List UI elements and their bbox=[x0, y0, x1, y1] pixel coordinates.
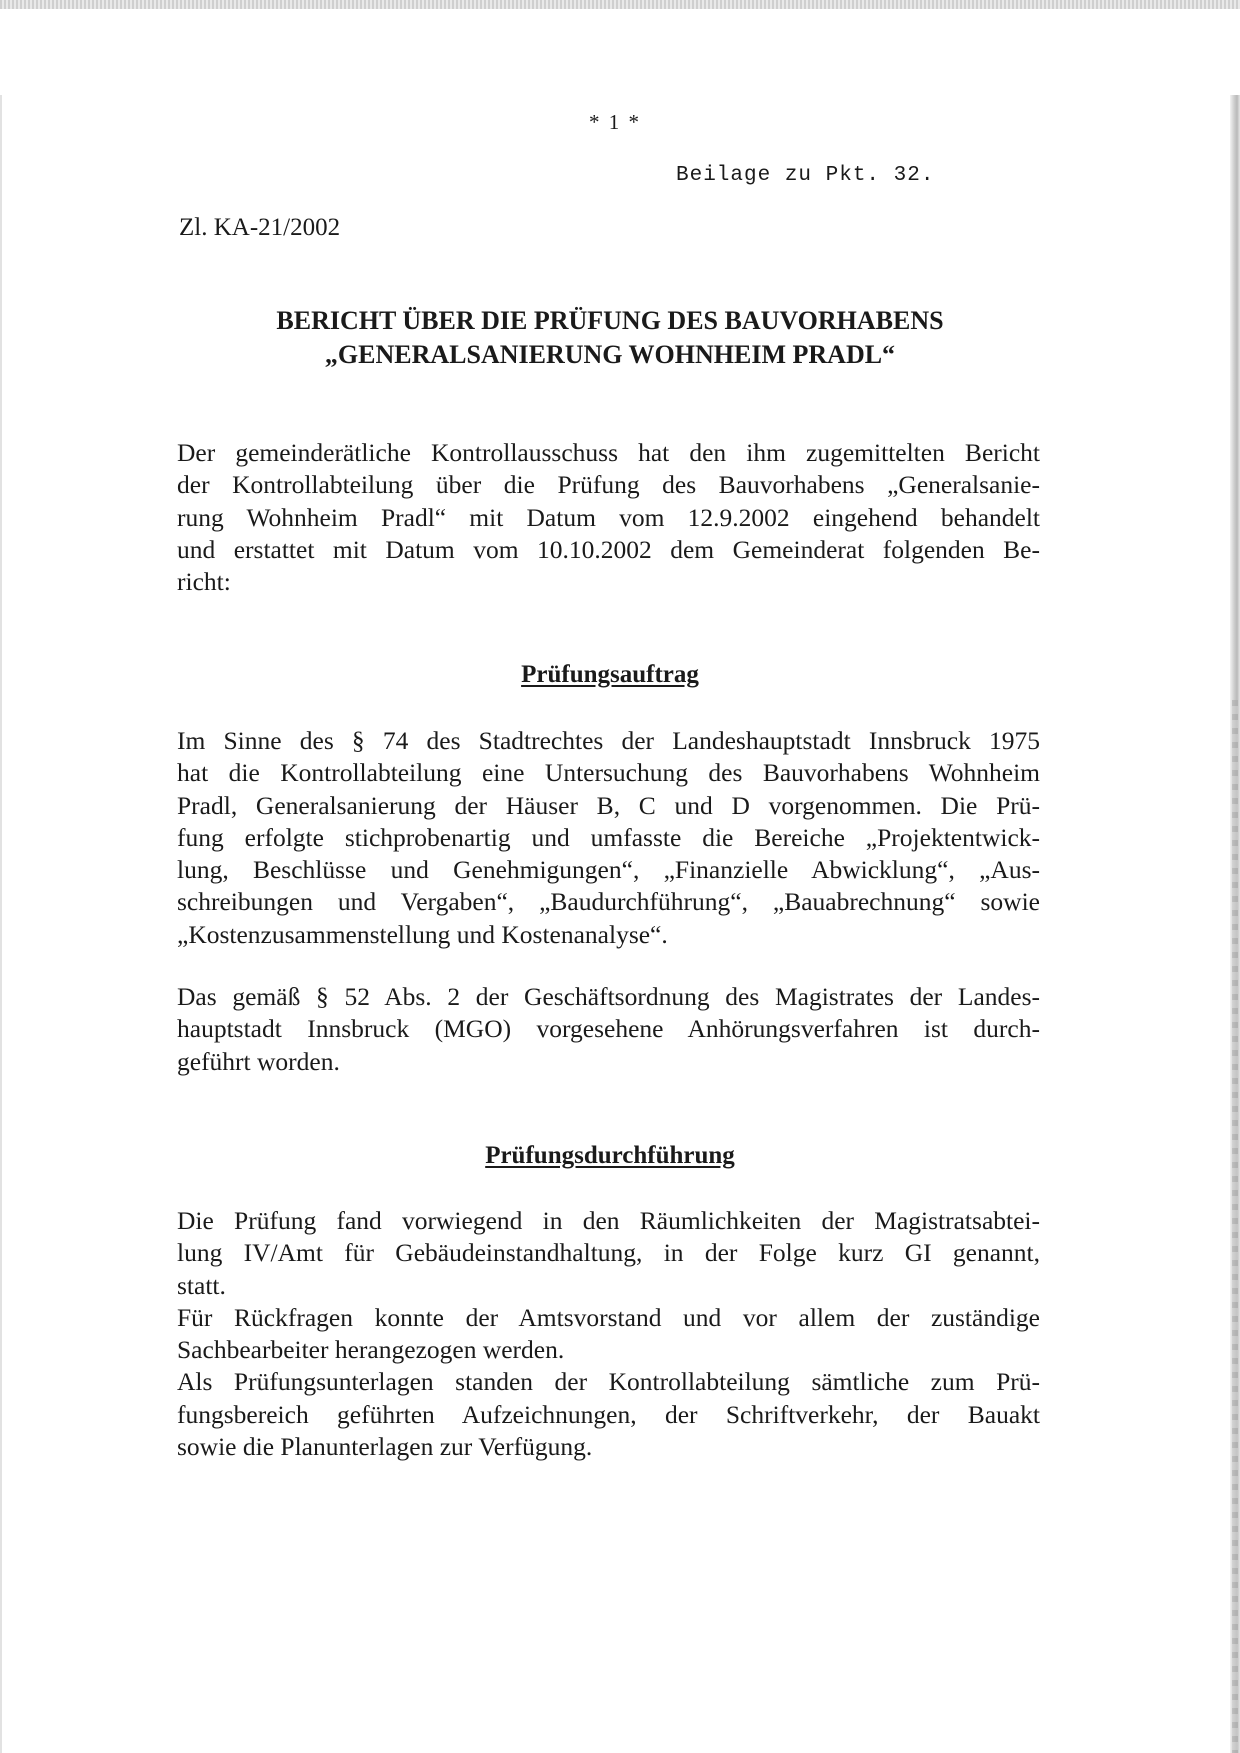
intro-line: und erstattet mit Datum vom 10.10.2002 dem Gemeinderat folgenden Be- bbox=[177, 534, 1040, 564]
paragraph-line: fungsbereich geführten Aufzeichnungen, der Schriftverkehr, der Bauakt bbox=[177, 1399, 1040, 1429]
paragraph-line: schreibungen und Vergaben“, „Baudurchführung“, „Bauabrechnung“ sowie bbox=[177, 887, 1040, 917]
paragraph-line: Die Prüfung fand vorwiegend in den Räumlichkeiten der Magistratsabtei- bbox=[177, 1206, 1040, 1235]
paragraph-line: statt. bbox=[177, 1270, 226, 1300]
paragraph-line: lung IV/Amt für Gebäudeinstandhaltung, in der Folge kurz GI genannt, bbox=[177, 1238, 1040, 1268]
paragraph-line: Für Rückfragen konnte der Amtsvorstand und vor allem der zuständige bbox=[177, 1302, 1040, 1332]
paragraph-line: Als Prüfungsunterlagen standen der Kontrollabteilung sämtliche zum Prü- bbox=[177, 1367, 1040, 1397]
scan-edge-right-shadow bbox=[1232, 700, 1238, 1753]
paragraph-line: Pradl, Generalsanierung der Häuser B, C und D vorgenommen. Die Prü- bbox=[177, 790, 1040, 820]
paragraph-line: Das gemäß § 52 Abs. 2 der Geschäftsordnung des Magistrates der Landes- bbox=[177, 982, 1040, 1011]
paragraph-line: lung, Beschlüsse und Genehmigungen“, „Finanzielle Abwicklung“, „Aus- bbox=[177, 855, 1040, 885]
document-title-line-2: „GENERALSANIERUNG WOHNHEIM PRADL“ bbox=[324, 340, 896, 369]
pruefungsauftrag-paragraph-2 bbox=[177, 981, 1040, 1078]
scan-edge-top bbox=[0, 0, 1240, 9]
intro-paragraph bbox=[177, 437, 1040, 598]
paragraph-line: „Kostenzusammenstellung und Kostenanalyse“. bbox=[177, 919, 668, 949]
attachment-note: Beilage zu Pkt. 32. bbox=[676, 164, 935, 187]
document-title-line-1: BERICHT ÜBER DIE PRÜFUNG DES BAUVORHABENS bbox=[276, 306, 944, 335]
paragraph-line: hauptstadt Innsbruck (MGO) vorgesehene Anhörungsverfahren ist durch- bbox=[177, 1014, 1040, 1044]
page-number: * 1 * bbox=[589, 110, 641, 134]
paragraph-line: sowie die Planunterlagen zur Verfügung. bbox=[177, 1432, 593, 1462]
section-heading-pruefungsauftrag: Prüfungsauftrag bbox=[521, 661, 699, 688]
pruefungsdurchfuehrung-paragraph bbox=[177, 1205, 1040, 1463]
document-title bbox=[150, 304, 1070, 372]
intro-line: der Kontrollabteilung über die Prüfung des Bauvorhabens „Generalsanie- bbox=[177, 470, 1040, 500]
intro-line: Der gemeinderätliche Kontrollausschuss hat den ihm zugemittelten Bericht bbox=[177, 438, 1040, 467]
paragraph-line: geführt worden. bbox=[177, 1046, 340, 1076]
reference-number: Zl. KA-21/2002 bbox=[179, 214, 341, 241]
intro-line: richt: bbox=[177, 567, 231, 597]
intro-line: rung Wohnheim Pradl“ mit Datum vom 12.9.2002 eingehend behandelt bbox=[177, 502, 1040, 532]
paragraph-line: Sachbearbeiter herangezogen werden. bbox=[177, 1335, 565, 1365]
paragraph-line: Im Sinne des § 74 des Stadtrechtes der Landeshauptstadt Innsbruck 1975 bbox=[177, 726, 1040, 755]
scan-edge-left bbox=[0, 95, 2, 1753]
section-heading-pruefungsdurchfuehrung: Prüfungsdurchführung bbox=[485, 1142, 735, 1169]
pruefungsauftrag-paragraph-1 bbox=[177, 725, 1040, 951]
paragraph-line: hat die Kontrollabteilung eine Untersuchung des Bauvorhabens Wohnheim bbox=[177, 758, 1040, 788]
paragraph-line: fung erfolgte stichprobenartig und umfasste die Bereiche „Projektentwick- bbox=[177, 822, 1040, 852]
